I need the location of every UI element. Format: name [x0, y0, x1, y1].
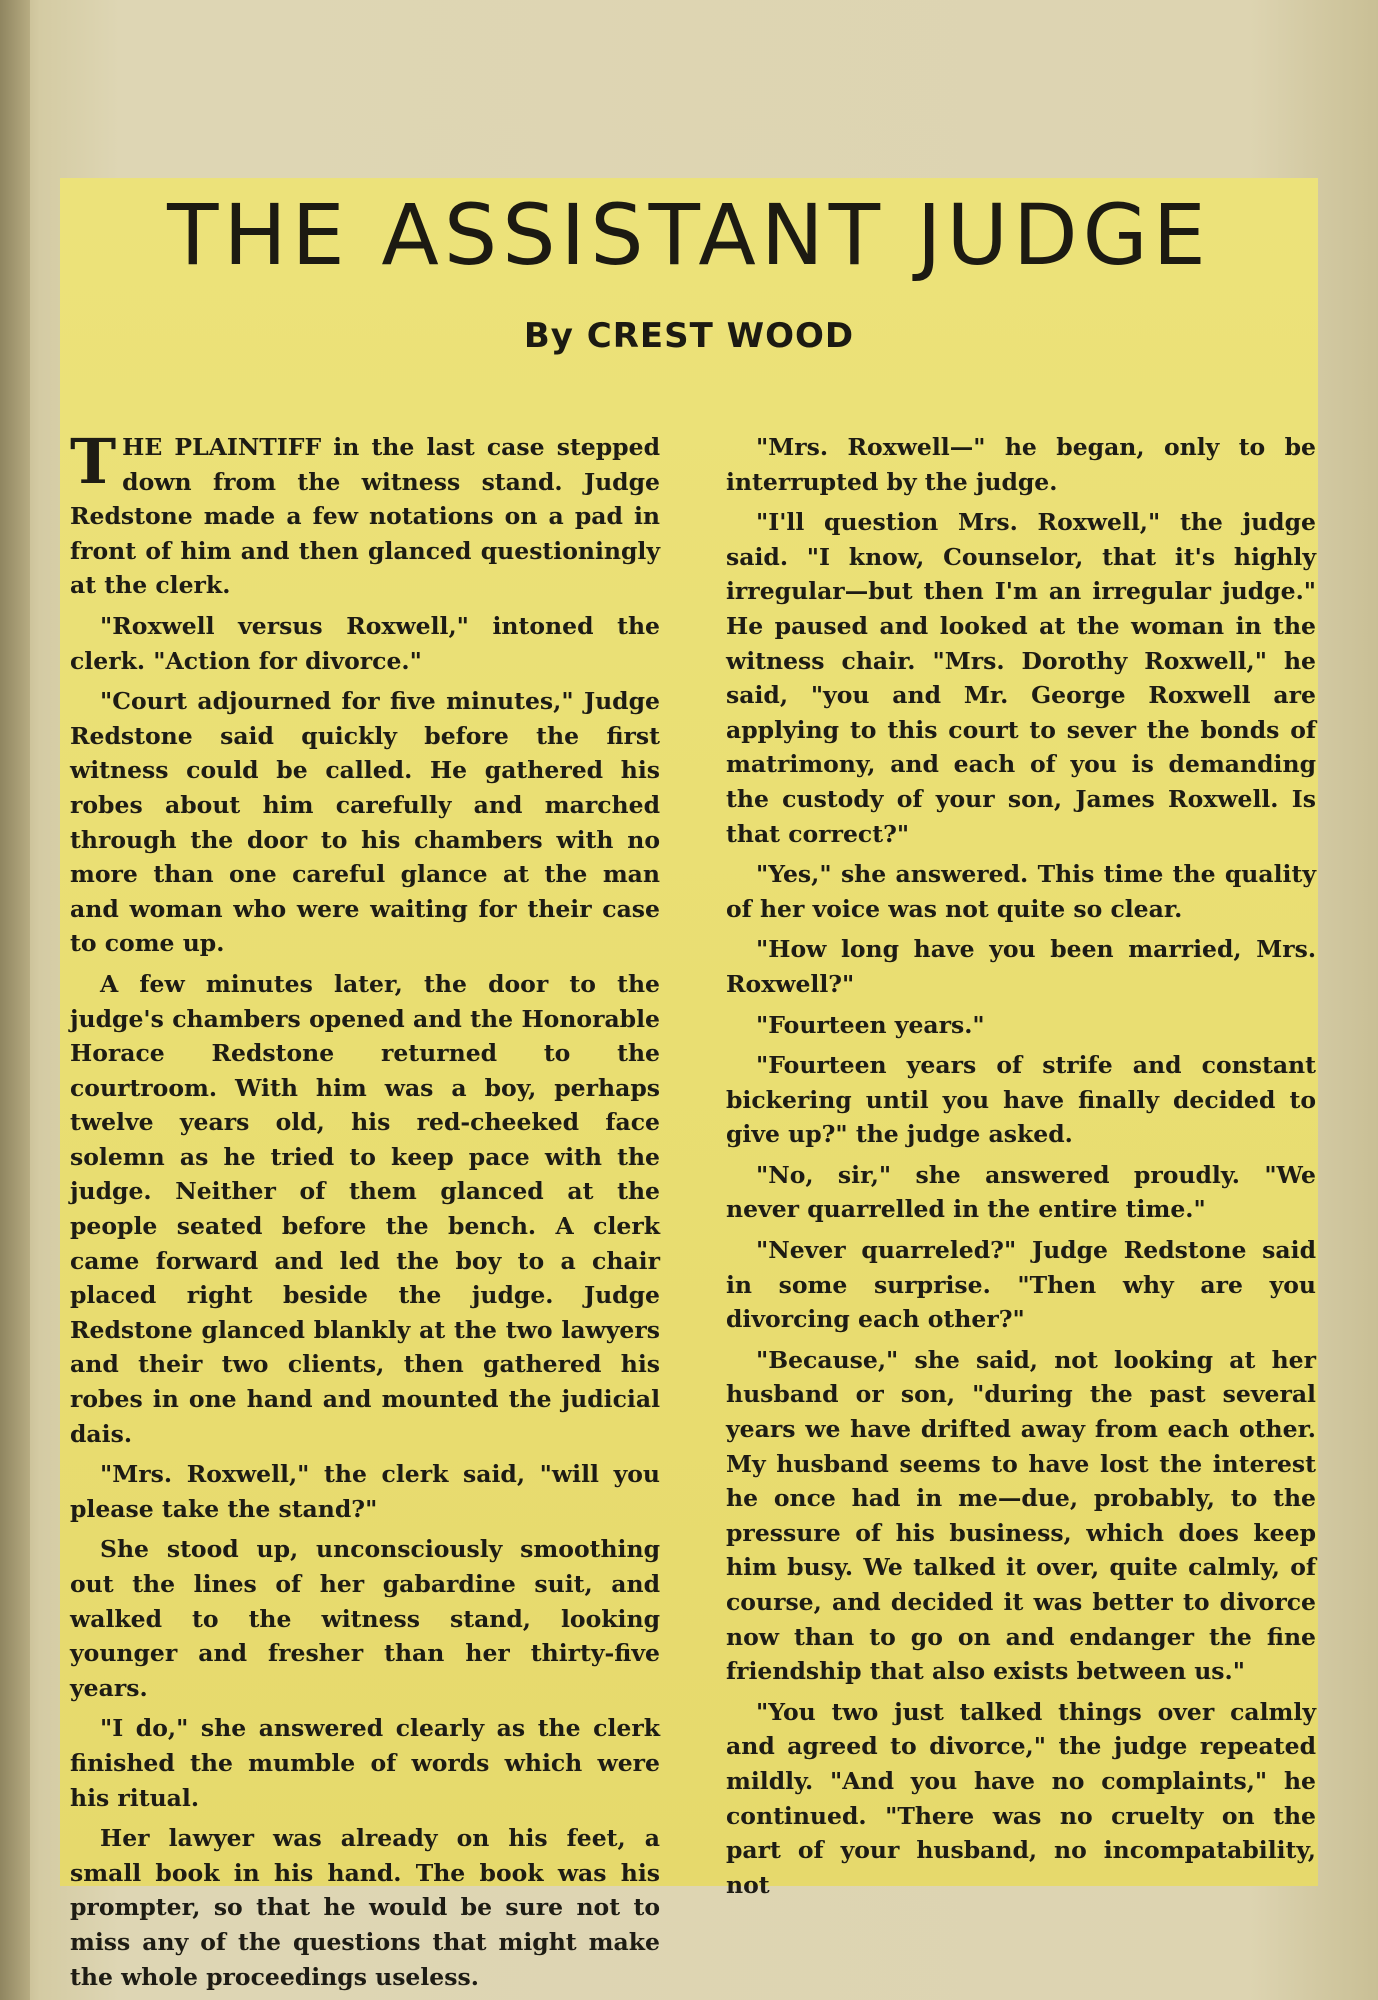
page-spine: [0, 0, 30, 2000]
left-column: [70, 425, 661, 1991]
drop-cap: T: [70, 425, 117, 498]
paragraph: "I do," she answered clearly as the clerk finished the mumble of words which were his ritual.: [70, 1714, 660, 1812]
paragraph: "Never quarreled?" Judge Redstone said in some surprise. "Then why are you divorcing each other?": [726, 1236, 1316, 1334]
paragraph: Her lawyer was already on his feet, a small book in his hand. The book was his prompter, so that he would be sure not to miss any of the questions that might make the whole proceedings useless.: [70, 1824, 660, 1991]
paragraph: "I'll question Mrs. Roxwell," the judge said. "I know, Counselor, that it's highly irregular—but then I'm an irregular judge." He paused and looked at the woman in the witness chair. "Mrs. Dorothy Roxwell," he said, "you and Mr. George Roxwell are applying to this court to sever the bonds of matrimony, and each of you is demanding the custody of your son, James Roxwell. Is that correct?": [726, 508, 1316, 848]
paragraph: A few minutes later, the door to the judge's chambers opened and the Honorable Horace Redstone returned to the courtroom. With him was a boy, perhaps twelve years old, his red-cheeked face solemn as he tried to keep pace with the judge. Neither of them glanced at the people seated before the bench. A clerk came forward and led the boy to a chair placed right beside the judge. Judge Redstone glanced blankly at the two lawyers and their two clients, then gathered his robes in one hand and mounted the judicial dais.: [70, 969, 660, 1448]
paragraph: "No, sir," she answered proudly. "We never quarrelled in the entire time.": [726, 1160, 1316, 1224]
paragraph: "Court adjourned for five minutes," Judge Redstone said quickly before the first witness could be called. He gathered his robes about him carefully and marched through the door to his chambers with no more than one careful glance at the man and woman who were waiting for their case to come up.: [70, 687, 660, 958]
right-column: [726, 430, 1316, 1899]
paragraph: "Fourteen years of strife and constant bickering until you have finally decided to give up?" the judge asked.: [726, 1051, 1316, 1149]
story-title: THE ASSISTANT JUDGE: [167, 186, 1211, 284]
lead-in: HE PLAINTIFF: [122, 433, 322, 461]
paragraph: "Roxwell versus Roxwell," intoned the clerk. "Action for divorce.": [70, 611, 660, 675]
paragraph: "You two just talked things over calmly and agreed to divorce," the judge repeated mildly. "And you have no complaints," he continued. "There was no cruelty on the part of your husband, no incompatability, not: [726, 1697, 1316, 1899]
paragraph: "How long have you been married, Mrs. Roxwell?": [726, 935, 1316, 998]
paragraph: "Fourteen years.": [756, 1010, 985, 1039]
paragraph: "Because," she said, not looking at her husband or son, "during the past several years we have drifted away from each other. My husband seems to have lost the interest he once had in me—due, probably, to the pressure of his business, which does keep him busy. We talked it over, quite calmly, of course, and decided it was better to divorce now than to go on and endanger the fine friendship that also exists between us.": [726, 1345, 1316, 1686]
paragraph: [70, 425, 661, 603]
paragraph: "Yes," she answered. This time the quality of her voice was not quite so clear.: [726, 860, 1316, 923]
paragraph-text: in the last case stepped down from the witness stand. Judge Redstone made a few notations on a pad in front of him and then glanced questioningly at the clerk.: [70, 433, 661, 600]
paragraph: "Mrs. Roxwell," the clerk said, "will you please take the stand?": [70, 1460, 660, 1523]
paragraph: "Mrs. Roxwell—" he began, only to be interrupted by the judge.: [726, 433, 1316, 496]
paragraph: She stood up, unconsciously smoothing out the lines of her gabardine suit, and walked to the witness stand, looking younger and fresher than her thirty-five years.: [70, 1535, 660, 1702]
story-byline: By CREST WOOD: [523, 316, 855, 356]
